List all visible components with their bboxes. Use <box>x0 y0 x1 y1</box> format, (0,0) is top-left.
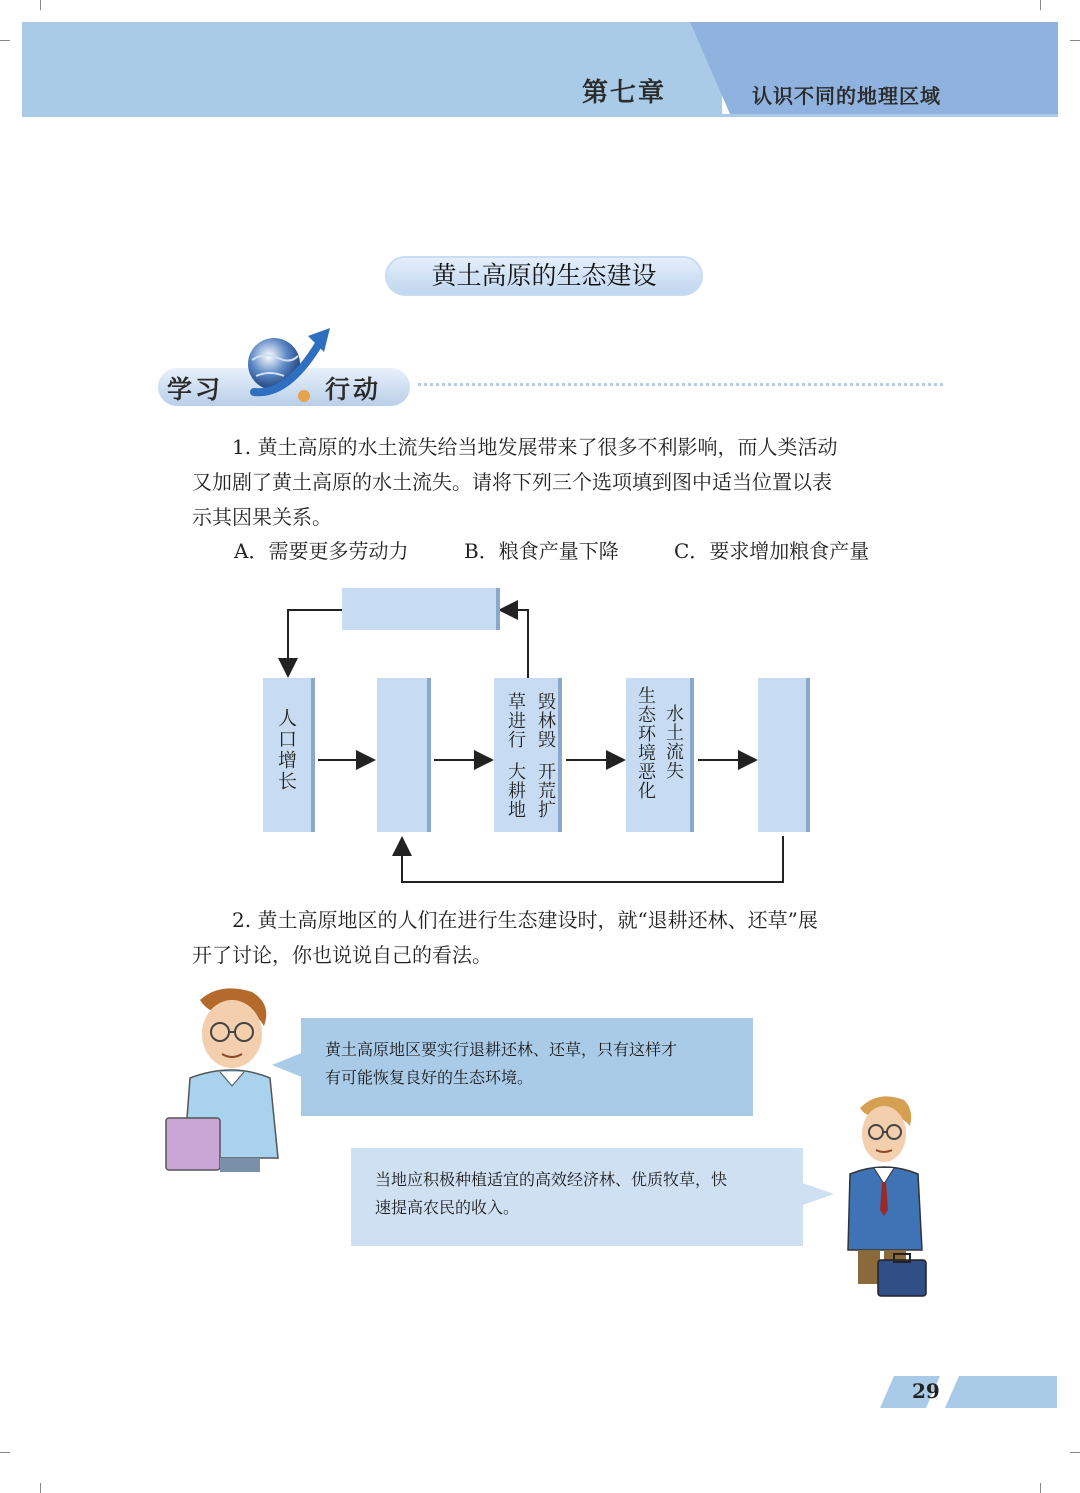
flow-box-erosion <box>626 678 690 832</box>
flow-box-erosion-col1: 水土流失 <box>663 704 684 780</box>
speech-bubble-1-line: 黄土高原地区要实行退耕还林、还草，只有这样才 <box>325 1040 678 1059</box>
bubble-2-tail <box>800 1180 834 1208</box>
question-2-line: 开了讨论，你也说说自己的看法。 <box>192 943 492 967</box>
activity-badge-label-right: 行动 <box>325 375 382 404</box>
flow-box-erosion-col2: 生态环境恶化 <box>635 686 656 800</box>
question-1-line: 1. 黄土高原的水土流失给当地发展带来了很多不利影响，而人类活动 <box>232 435 838 459</box>
speech-bubble-1-line: 有可能恢复良好的生态环境。 <box>325 1068 534 1087</box>
question-1-line: 又加剧了黄土高原的水土流失。请将下列三个选项填到图中适当位置以表 <box>192 470 832 494</box>
flow-box-reclaim <box>494 678 558 832</box>
flow-box-reclaim-col2: 毁林毁草进行 <box>505 692 556 749</box>
question-2-line: 2. 黄土高原地区的人们在进行生态建设时，就“退耕还林、还草”展 <box>232 908 818 932</box>
activity-badge-label-left: 学习 <box>167 375 224 404</box>
option-a: A．需要更多劳动力 <box>234 539 409 563</box>
character-man-with-briefcase <box>838 1090 938 1302</box>
bubble-1-tail <box>272 1050 304 1080</box>
page-number: 29 <box>912 1379 940 1403</box>
question-2 <box>192 903 912 973</box>
section-title: 黄土高原的生态建设 <box>385 256 703 296</box>
flow-box-reclaim-text <box>494 692 560 832</box>
speech-bubble-2-line: 速提高农民的收入。 <box>375 1198 520 1217</box>
speech-bubble-2 <box>351 1148 803 1246</box>
character-man-with-folder <box>160 982 290 1182</box>
flow-box-blank-2[interactable] <box>377 678 427 832</box>
flow-box-population <box>263 678 311 832</box>
flow-box-blank-5[interactable] <box>758 678 806 832</box>
question-1-line: 示其因果关系。 <box>192 505 332 529</box>
arrow-box5-to-box2 <box>402 836 783 882</box>
option-b: B．粮食产量下降 <box>464 539 619 563</box>
flow-box-population-label: 人口增长 <box>275 708 297 792</box>
flow-box-top-blank[interactable] <box>342 588 496 630</box>
page-number-band <box>945 1376 1057 1408</box>
arrow-reclaim-to-top <box>500 610 528 678</box>
chapter-label: 第七章 <box>582 78 667 108</box>
chapter-title: 认识不同的地理区域 <box>752 84 941 108</box>
arrow-top-to-population <box>288 610 342 676</box>
option-c: C．要求增加粮食产量 <box>674 539 870 563</box>
speech-bubble-2-line: 当地应积极种植适宜的高效经济林、优质牧草，快 <box>375 1170 728 1189</box>
speech-bubble-1 <box>301 1018 753 1116</box>
flow-box-reclaim-col1: 开荒扩大耕地 <box>505 762 556 819</box>
